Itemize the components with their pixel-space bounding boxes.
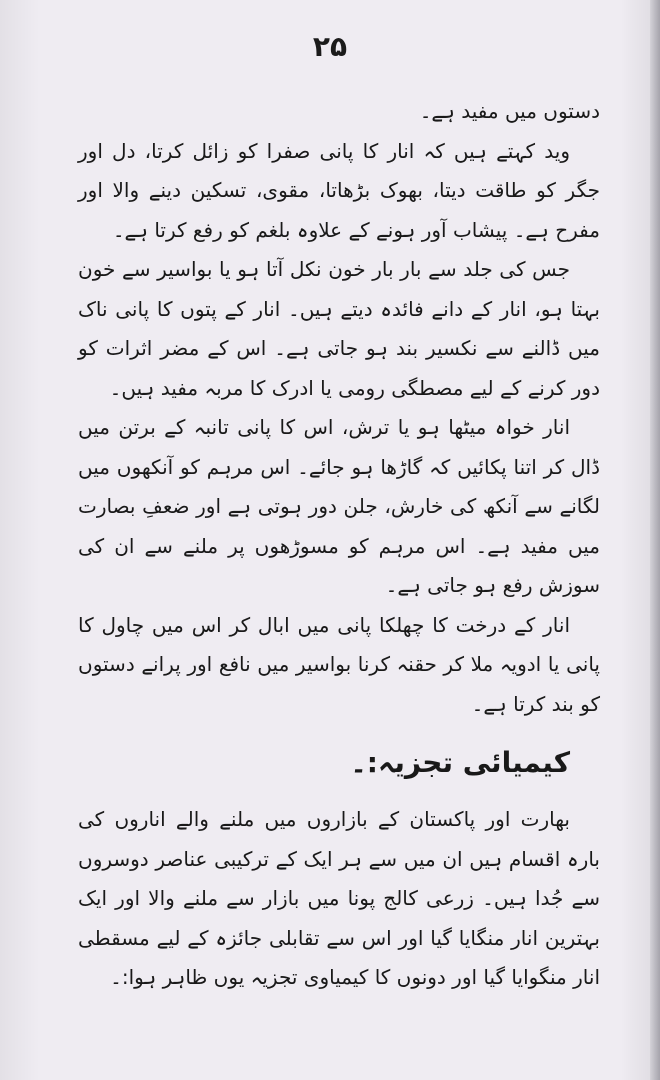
page-body — [78, 92, 600, 998]
paragraph-vaid-opinion: وید کہتے ہیں کہ انار کا پانی صفرا کو زائل کرتا، دل اور جگر کو طاقت دیتا، بھوک بڑھاتا، مقوی، تسکین دینے والا اور مفرح ہے۔ پیشاب آور ہونے کے علاوہ بلغم کو رفع کرتا ہے۔ — [78, 138, 600, 242]
page-edge-shadow — [650, 0, 660, 1080]
paragraph-continuation: دستوں میں مفید ہے۔ — [419, 99, 600, 123]
paragraph-chemical-analysis: بھارت اور پاکستان کے بازاروں میں ملنے والے اناروں کی بارہ اقسام ہیں ان میں سے ہر ایک کے ترکیبی عناصر دوسروں سے جُدا ہیں۔ زرعی کالج پونا میں بازار سے ملنے والا اور ایک بہترین انار منگایا گیا اور اس سے تقابلی جائزہ کے لیے مسقطی انار منگوایا گیا اور دونوں کا کیمیاوی تجزیہ یوں ظاہر ہوا:۔ — [78, 807, 600, 989]
paragraph-eye-ointment: انار خواہ میٹھا ہو یا ترش، اس کا پانی تانبہ کے برتن میں ڈال کر اتنا پکائیں کہ گاڑھا ہو جائے۔ اس مرہم کو آنکھوں میں لگانے سے آنکھ کی خارش، جلن دور ہوتی ہے اور ضعفِ بصارت میں مفید ہے۔ اس مرہم کو مسوڑھوں پر ملنے سے ان کی سوزش رفع ہو جاتی ہے۔ — [78, 415, 600, 597]
section-heading-chemical-analysis: کیمیائی تجزیہ:۔ — [350, 746, 570, 779]
page-number: ۲۵ — [312, 30, 348, 63]
paragraph-bleeding-remedy: جس کی جلد سے بار بار خون نکل آتا ہو یا بواسیر سے خون بہتا ہو، انار کے دانے فائدہ دیتے ہیں۔ انار کے پتوں کا پانی ناک میں ڈالنے سے نکسیر بند ہو جاتی ہے۔ اس کے مضر اثرات کو دور کرنے کے لیے مصطگی رومی یا ادرک کا مربہ مفید ہیں۔ — [78, 257, 600, 400]
paragraph-bark-enema: انار کے درخت کا چھلکا پانی میں ابال کر اس میں چاول کا پانی یا ادویہ ملا کر حقنہ کرنا بواسیر میں نافع اور پرانے دستوں کو بند کرتا ہے۔ — [78, 612, 600, 716]
